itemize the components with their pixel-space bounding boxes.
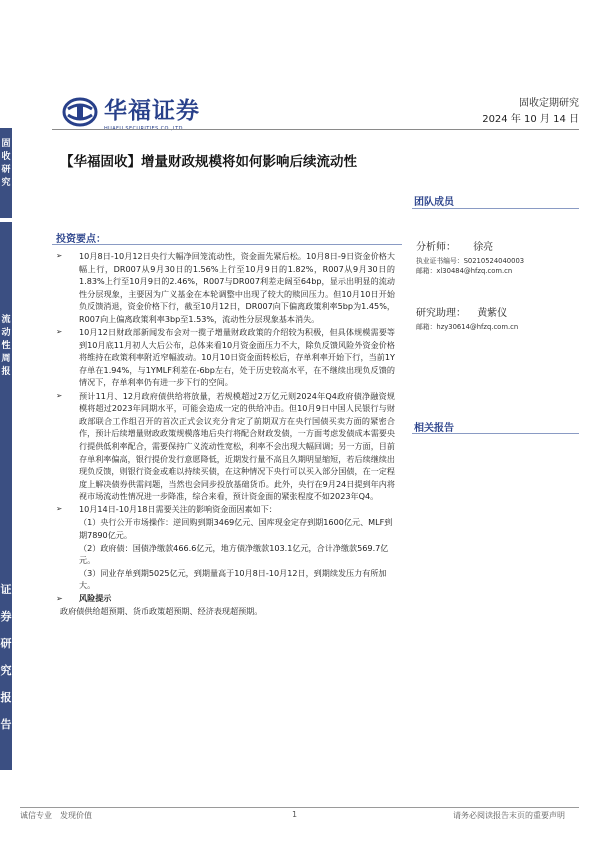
summary-paragraph: ➢ 10月12日财政部新闻发布会对一揽子增量财政政策的介绍较为积极，但具体规模需要等到10月底11月初人大后公布，总体来看10月资金面压力不大，除负反馈风险外资金价格将维持在政策利率附近窄幅波动。10月10日资金面转松后，存单利率开始下行，当前1Y存单在1.94%，与1YMLF利差在-6bp左右，处于历史较高水平，在不继续出现负反馈的情况下，存单利率仍有进一步下行的空间。: [56, 327, 395, 388]
summary-divider: [52, 244, 402, 245]
arrow-bullet-icon: ➢: [56, 390, 63, 400]
sidebar-char: 证: [0, 583, 12, 596]
sidebar-char: 究: [1, 178, 11, 188]
sidebar-char: 收: [1, 152, 11, 162]
risk-text: 政府债供给超预期、货币政策超预期、经济表现超预期。: [60, 605, 263, 616]
arrow-bullet-icon: ➢: [56, 251, 63, 260]
sidebar-char: 报: [1, 367, 11, 377]
company-logo: [62, 92, 200, 132]
header-divider: [52, 129, 579, 130]
sidebar-tag-fixed-income: [0, 128, 12, 218]
sidebar-tag-securities-report: [0, 524, 12, 770]
sidebar-char: 告: [0, 718, 12, 731]
factor-item: （1）央行公开市场操作：逆回购到期3469亿元、国库现金定存到期1600亿元、MLF到期7890亿元。: [79, 517, 393, 541]
sidebar-char: 究: [0, 664, 12, 677]
related-heading: 相关报告: [414, 423, 454, 434]
arrow-bullet-icon: ➢: [56, 504, 63, 514]
summary-paragraph: ➢ 10月14日-10月18日需要关注的影响资金面因素如下：: [56, 504, 277, 515]
report-date: 2024 年 10 月 14 日: [482, 114, 579, 125]
sidebar-char: 研: [0, 637, 12, 650]
sidebar-char: 报: [0, 691, 12, 704]
summary-heading: 投资要点：: [56, 234, 106, 245]
arrow-bullet-icon: ➢: [56, 327, 63, 337]
assistant-line: [416, 304, 586, 319]
team-divider: [412, 208, 579, 209]
sidebar-tag-liquidity-weekly: [0, 222, 12, 524]
logo-text-cn: 华福证券: [104, 97, 200, 124]
sidebar-char: 周: [1, 354, 11, 364]
assistant-name: 黄紫仪: [477, 308, 508, 319]
summary-paragraph: ➢ 预计11月、12月政府债供给将放量，若规模超过2万亿元则2024年Q4政府债净融资规模将超过2023年同期水平，可能会造成一定的供给冲击。但10月9日中国人民银行与财政部联合工作组召开的首次正式会议充分肯定了前期双方在央行国债买卖方面的紧密合作，预计后续增量财政政策规模落地后央行将配合财政发债，一方面考虑发债成本需要央行提供低利率配合，需要保持广义流动性宽松，利率不会出现大幅回调；另一方面，目前存单利率偏高，银行提价发行意愿降低，近期发行量不高且久期明显缩短，若后续继续出现负反馈，则银行资金或难以持续买债，在这种情况下央行可以买入部分国债，在一定程度上解决债券供需问题，当然也会同步投放基础货币。此外，央行在9月24日提到年内将视市场流动性情况进一步降准，综合来看，预计资金面的紧张程度不如2023年Q4。: [56, 390, 395, 502]
factor-item: （2）政府债：国债净缴款466.6亿元，地方债净缴款103.1亿元，合计净缴款569.7亿元。: [79, 542, 389, 566]
sidebar-char: 固: [1, 139, 11, 149]
report-meta: [482, 96, 579, 128]
page-number: 1: [292, 810, 298, 819]
logo-text-en: HUAFU SECURITIES CO.,LTD.: [104, 126, 185, 132]
sidebar-char: 券: [0, 610, 12, 623]
main-content: [56, 250, 395, 617]
summary-paragraph: ➢ 10月8日-10月12日央行大幅净回笼流动性，资金面先紧后松。10月8日-9日资金价格大幅上行，DR007从9月30日的1.56%上行至10月9日的1.82%，R007从9月30日的1.83%上行至10月9日的2.46%，R007与DR007利差走阔至64bp，显示出明显的流动性分层现象，主要因为广义基金在本轮调整中出现了较大的赎回压力。但10月10日开始负反馈消退，资金价格下行，截至10月12日，DR007向下偏离政策利率5bp为1.45%，R007向上偏离政策利率3bp至1.53%，流动性分层现象基本消失。: [56, 251, 395, 324]
footer-divider: [20, 807, 579, 808]
footer-slogan: 诚信专业 发现价值: [20, 811, 92, 820]
risk-heading: ➢ 风险提示: [56, 593, 112, 604]
sidebar-char: 研: [1, 165, 11, 175]
analyst-line: [416, 238, 586, 253]
assistant-label: 研究助理：: [416, 308, 466, 319]
analyst-label: 分析师：: [416, 242, 456, 253]
report-type: 固收定期研究: [519, 98, 579, 109]
logo-mark-icon: [62, 97, 98, 127]
team-heading: 团队成员: [414, 197, 454, 208]
footer-disclaimer: 请务必阅读报告末页的重要声明: [453, 811, 565, 820]
assistant-block: [416, 304, 586, 332]
sidebar-char: 性: [1, 341, 11, 351]
analyst-name: 徐亮: [473, 242, 494, 253]
analyst-email[interactable]: 邮箱：xl30484@hfzq.com.cn: [416, 267, 513, 275]
analyst-cert: 执业证书编号：S0210524040003: [416, 257, 525, 265]
analyst-block: [416, 238, 586, 276]
report-title: 【华福固收】增量财政规模将如何影响后续流动性: [60, 154, 357, 170]
related-divider: [412, 433, 579, 434]
sidebar-char: 动: [1, 328, 11, 338]
assistant-email[interactable]: 邮箱：hzy30614@hfzq.com.cn: [416, 323, 519, 331]
factor-item: （3）同业存单到期5025亿元，到期量高于10月8日-10月12日，到期续发压力有所加大。: [79, 567, 387, 591]
sidebar-char: 流: [1, 315, 11, 325]
arrow-bullet-icon: ➢: [56, 593, 63, 604]
